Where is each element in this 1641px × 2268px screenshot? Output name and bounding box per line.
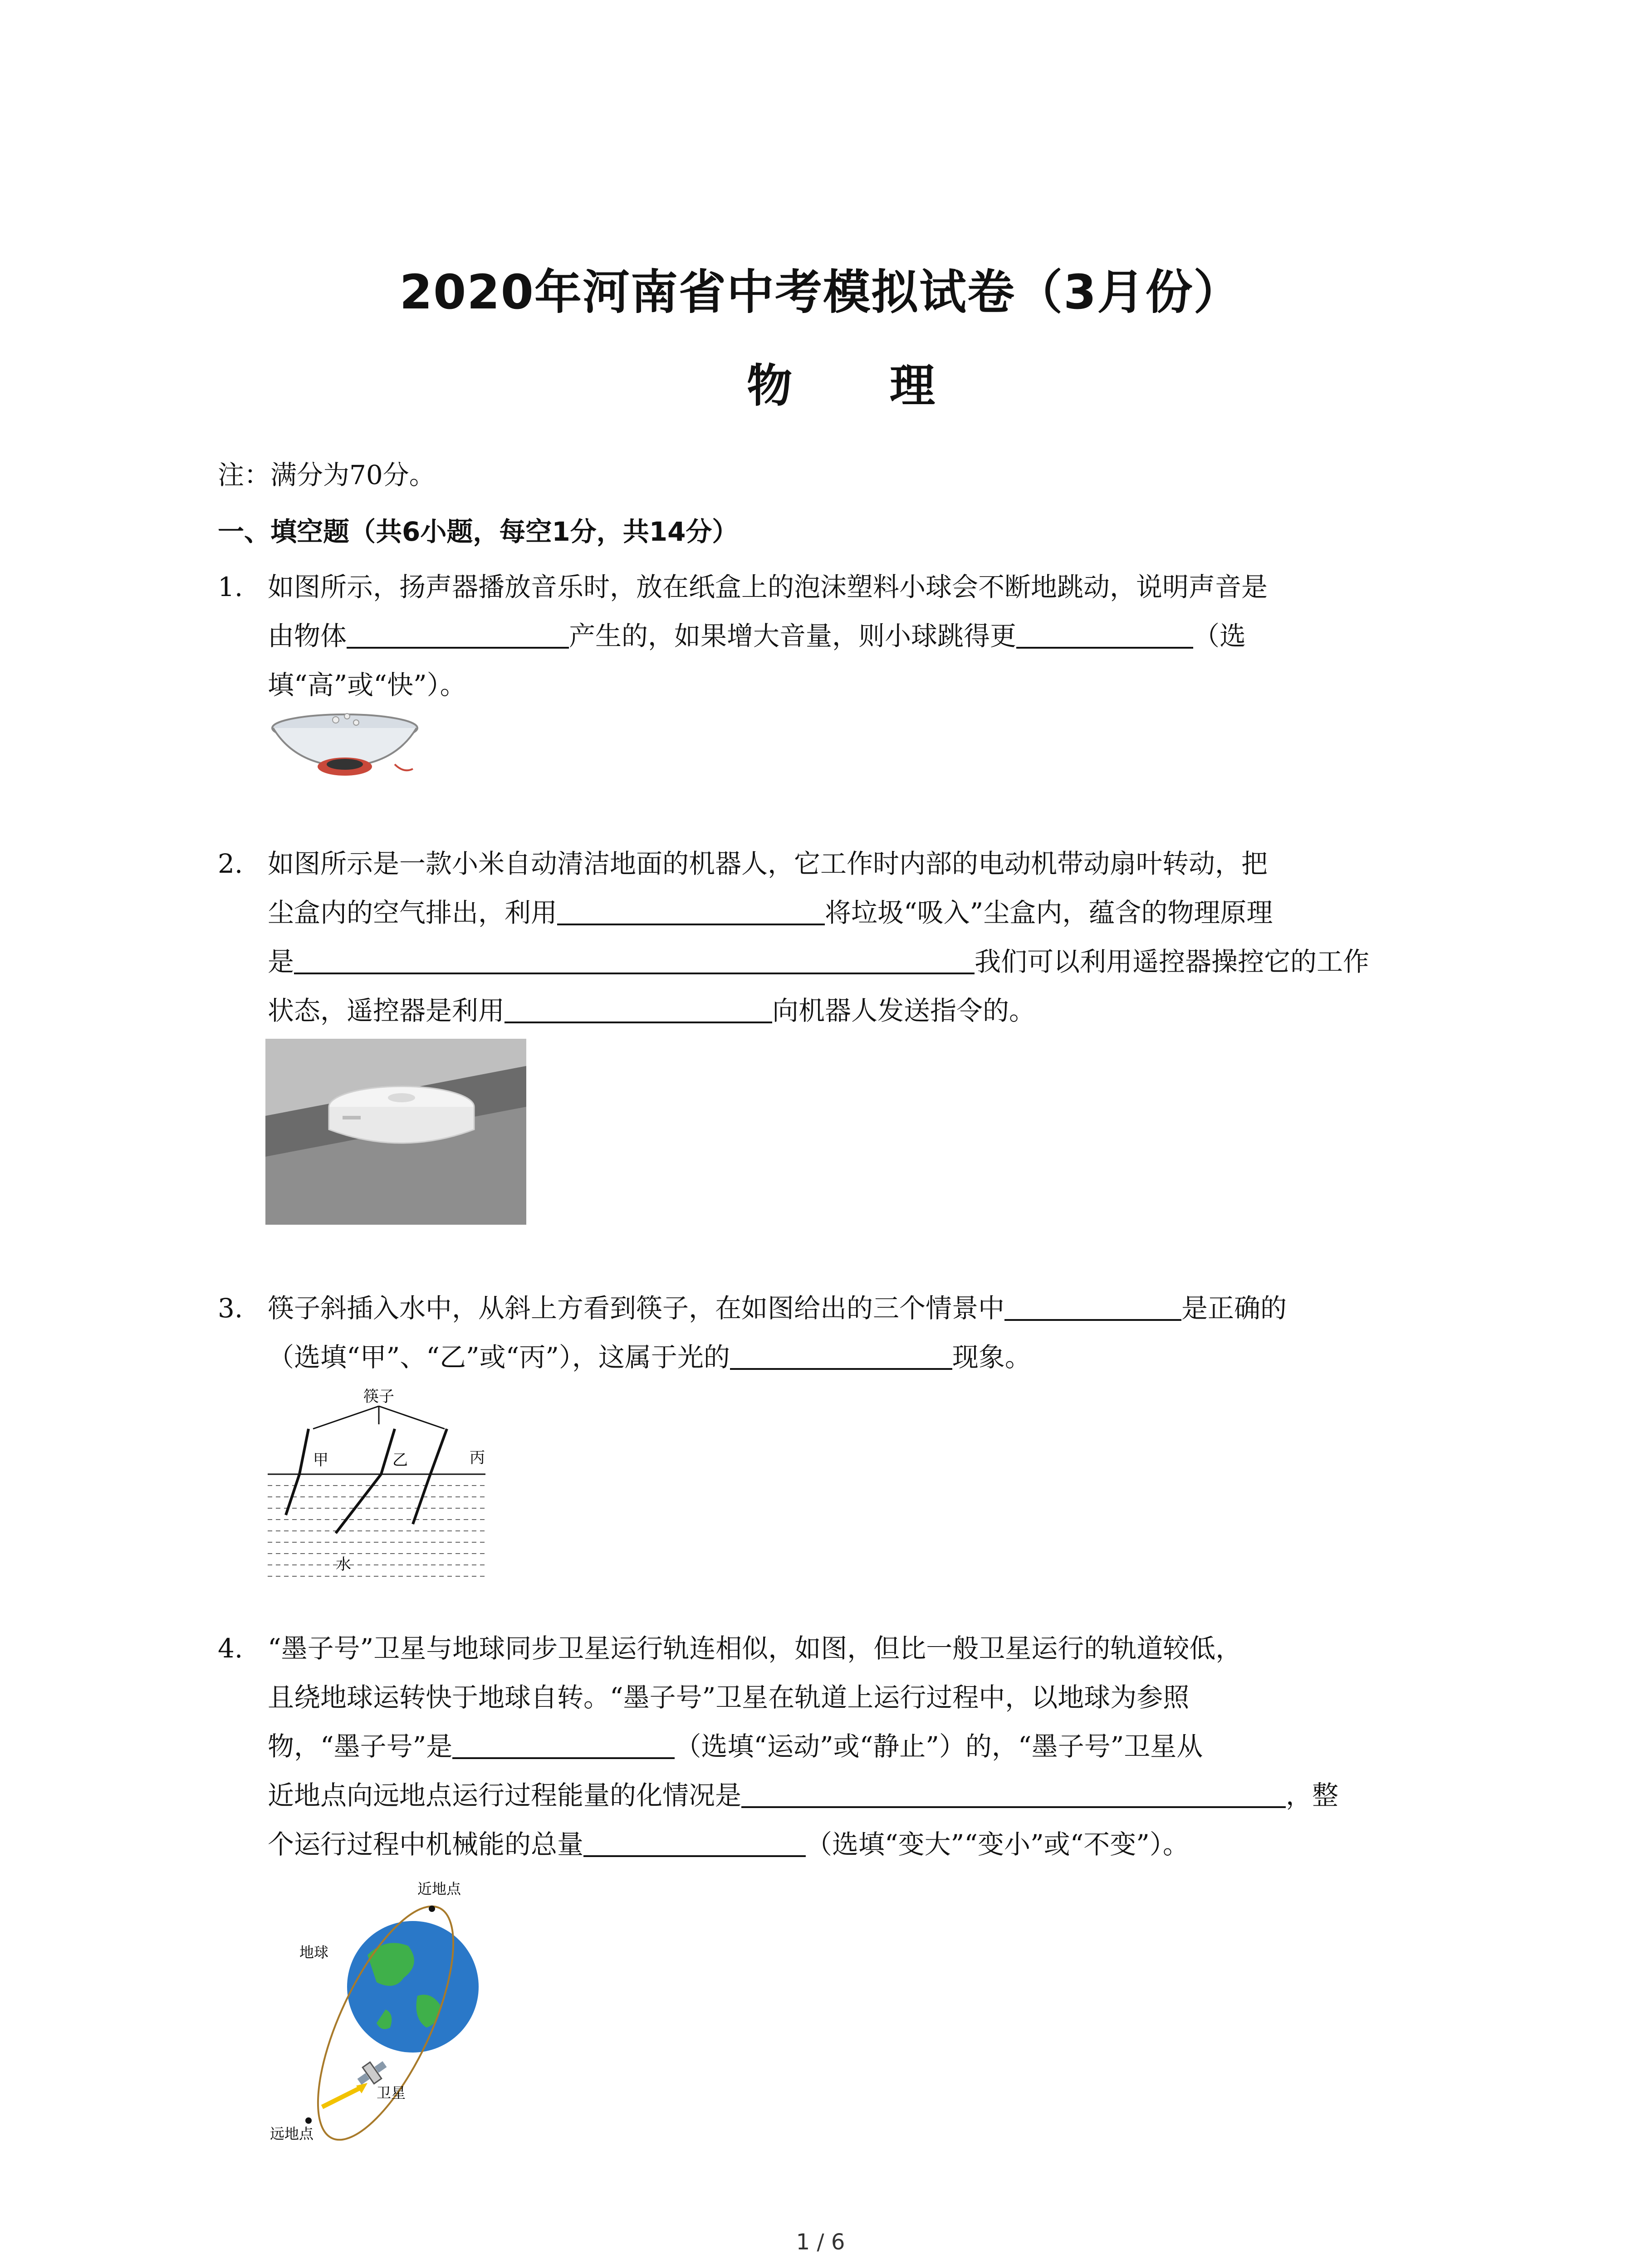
- label-perigee: 近地点: [417, 1880, 461, 1897]
- question-1: [218, 562, 1443, 709]
- question-text: （选填“运动”或“静止”）的，“墨子号”卫星从: [675, 1731, 1203, 1762]
- question-text: 向机器人发送指令的。: [772, 995, 1036, 1026]
- answer-blank[interactable]: [505, 994, 772, 1023]
- question-text: 状态，遥控器是利用: [268, 995, 505, 1026]
- satellite-orbit-figure: [268, 1873, 504, 2141]
- label-c: 丙: [470, 1449, 485, 1467]
- exam-title: 2020年河南省中考模拟试卷（3月份）: [399, 264, 1242, 320]
- question-text: 筷子斜插入水中，从斜上方看到筷子，在如图给出的三个情景中: [268, 1293, 1005, 1324]
- question-number: 3.: [218, 1293, 243, 1324]
- answer-blank[interactable]: [583, 1828, 806, 1857]
- question-2: [218, 839, 1443, 1035]
- question-text: 且绕地球运转快于地球自转。“墨子号”卫星在轨道上运行过程中，以地球为参照: [268, 1682, 1190, 1713]
- question-text: 是: [268, 946, 294, 977]
- answer-blank[interactable]: [557, 896, 825, 925]
- question-text: 如图所示是一款小米自动清洁地面的机器人，它工作时内部的电动机带动扇叶转动，把: [268, 848, 1268, 879]
- answer-blank[interactable]: [1016, 620, 1193, 649]
- score-note: 注：满分为70分。: [218, 459, 436, 490]
- question-text: （选填“甲”、“乙”或“丙”），这属于光的: [268, 1342, 730, 1373]
- answer-blank[interactable]: [347, 620, 569, 649]
- question-text: 如图所示，扬声器播放音乐时，放在纸盒上的泡沫塑料小球会不断地跳动，说明声音是: [268, 572, 1268, 602]
- label-satellite: 卫星: [377, 2084, 406, 2102]
- question-text: ，整: [1286, 1780, 1339, 1811]
- label-water: 水: [336, 1555, 351, 1574]
- speaker-figure: [268, 710, 422, 789]
- question-number: 2.: [218, 848, 243, 879]
- label-a: 甲: [313, 1451, 328, 1469]
- question-text: （选填“变大”“变小”或“不变”）。: [806, 1829, 1189, 1860]
- label-chopsticks: 筷子: [363, 1388, 394, 1406]
- question-text: 个运行过程中机械能的总量: [268, 1829, 584, 1860]
- label-b: 乙: [392, 1451, 408, 1469]
- question-text: 由物体: [268, 621, 347, 651]
- page-number: 1 / 6: [796, 2229, 845, 2255]
- question-text: “墨子号”卫星与地球同步卫星运行轨连相似，如图，但比一般卫星运行的轨道较低，: [268, 1633, 1242, 1664]
- question-4: [218, 1624, 1443, 1869]
- answer-blank[interactable]: [452, 1730, 675, 1759]
- answer-blank[interactable]: [730, 1341, 952, 1370]
- label-earth: 地球: [299, 1944, 329, 1961]
- answer-blank[interactable]: [1004, 1292, 1181, 1321]
- answer-blank[interactable]: [741, 1779, 1286, 1808]
- section-heading: 一、填空题（共6小题，每空1分，共14分）: [218, 516, 739, 547]
- question-text: 现象。: [952, 1342, 1031, 1373]
- label-apogee: 远地点: [270, 2125, 314, 2141]
- question-text: 我们可以利用遥控器操控它的工作: [975, 946, 1370, 977]
- question-text: 物，“墨子号”是: [268, 1731, 453, 1762]
- question-text: 是正确的: [1181, 1293, 1287, 1324]
- question-number: 4.: [218, 1633, 243, 1664]
- subject-title: 物 理: [747, 359, 976, 412]
- robot-vacuum-figure: [265, 1039, 526, 1225]
- question-text: 尘盒内的空气排出，利用: [268, 897, 558, 928]
- question-text: （选: [1193, 621, 1246, 651]
- question-text: 填“高”或“快”）。: [268, 670, 466, 700]
- question-text: 产生的，如果增大音量，则小球跳得更: [569, 621, 1017, 651]
- question-text: 近地点向远地点运行过程能量的化情况是: [268, 1780, 742, 1811]
- question-number: 1.: [218, 572, 243, 602]
- answer-blank[interactable]: [294, 945, 975, 974]
- question-text: 将垃圾“吸入”尘盒内，蕴含的物理原理: [825, 897, 1273, 928]
- question-3: [218, 1284, 1443, 1382]
- chopsticks-figure: [268, 1383, 490, 1579]
